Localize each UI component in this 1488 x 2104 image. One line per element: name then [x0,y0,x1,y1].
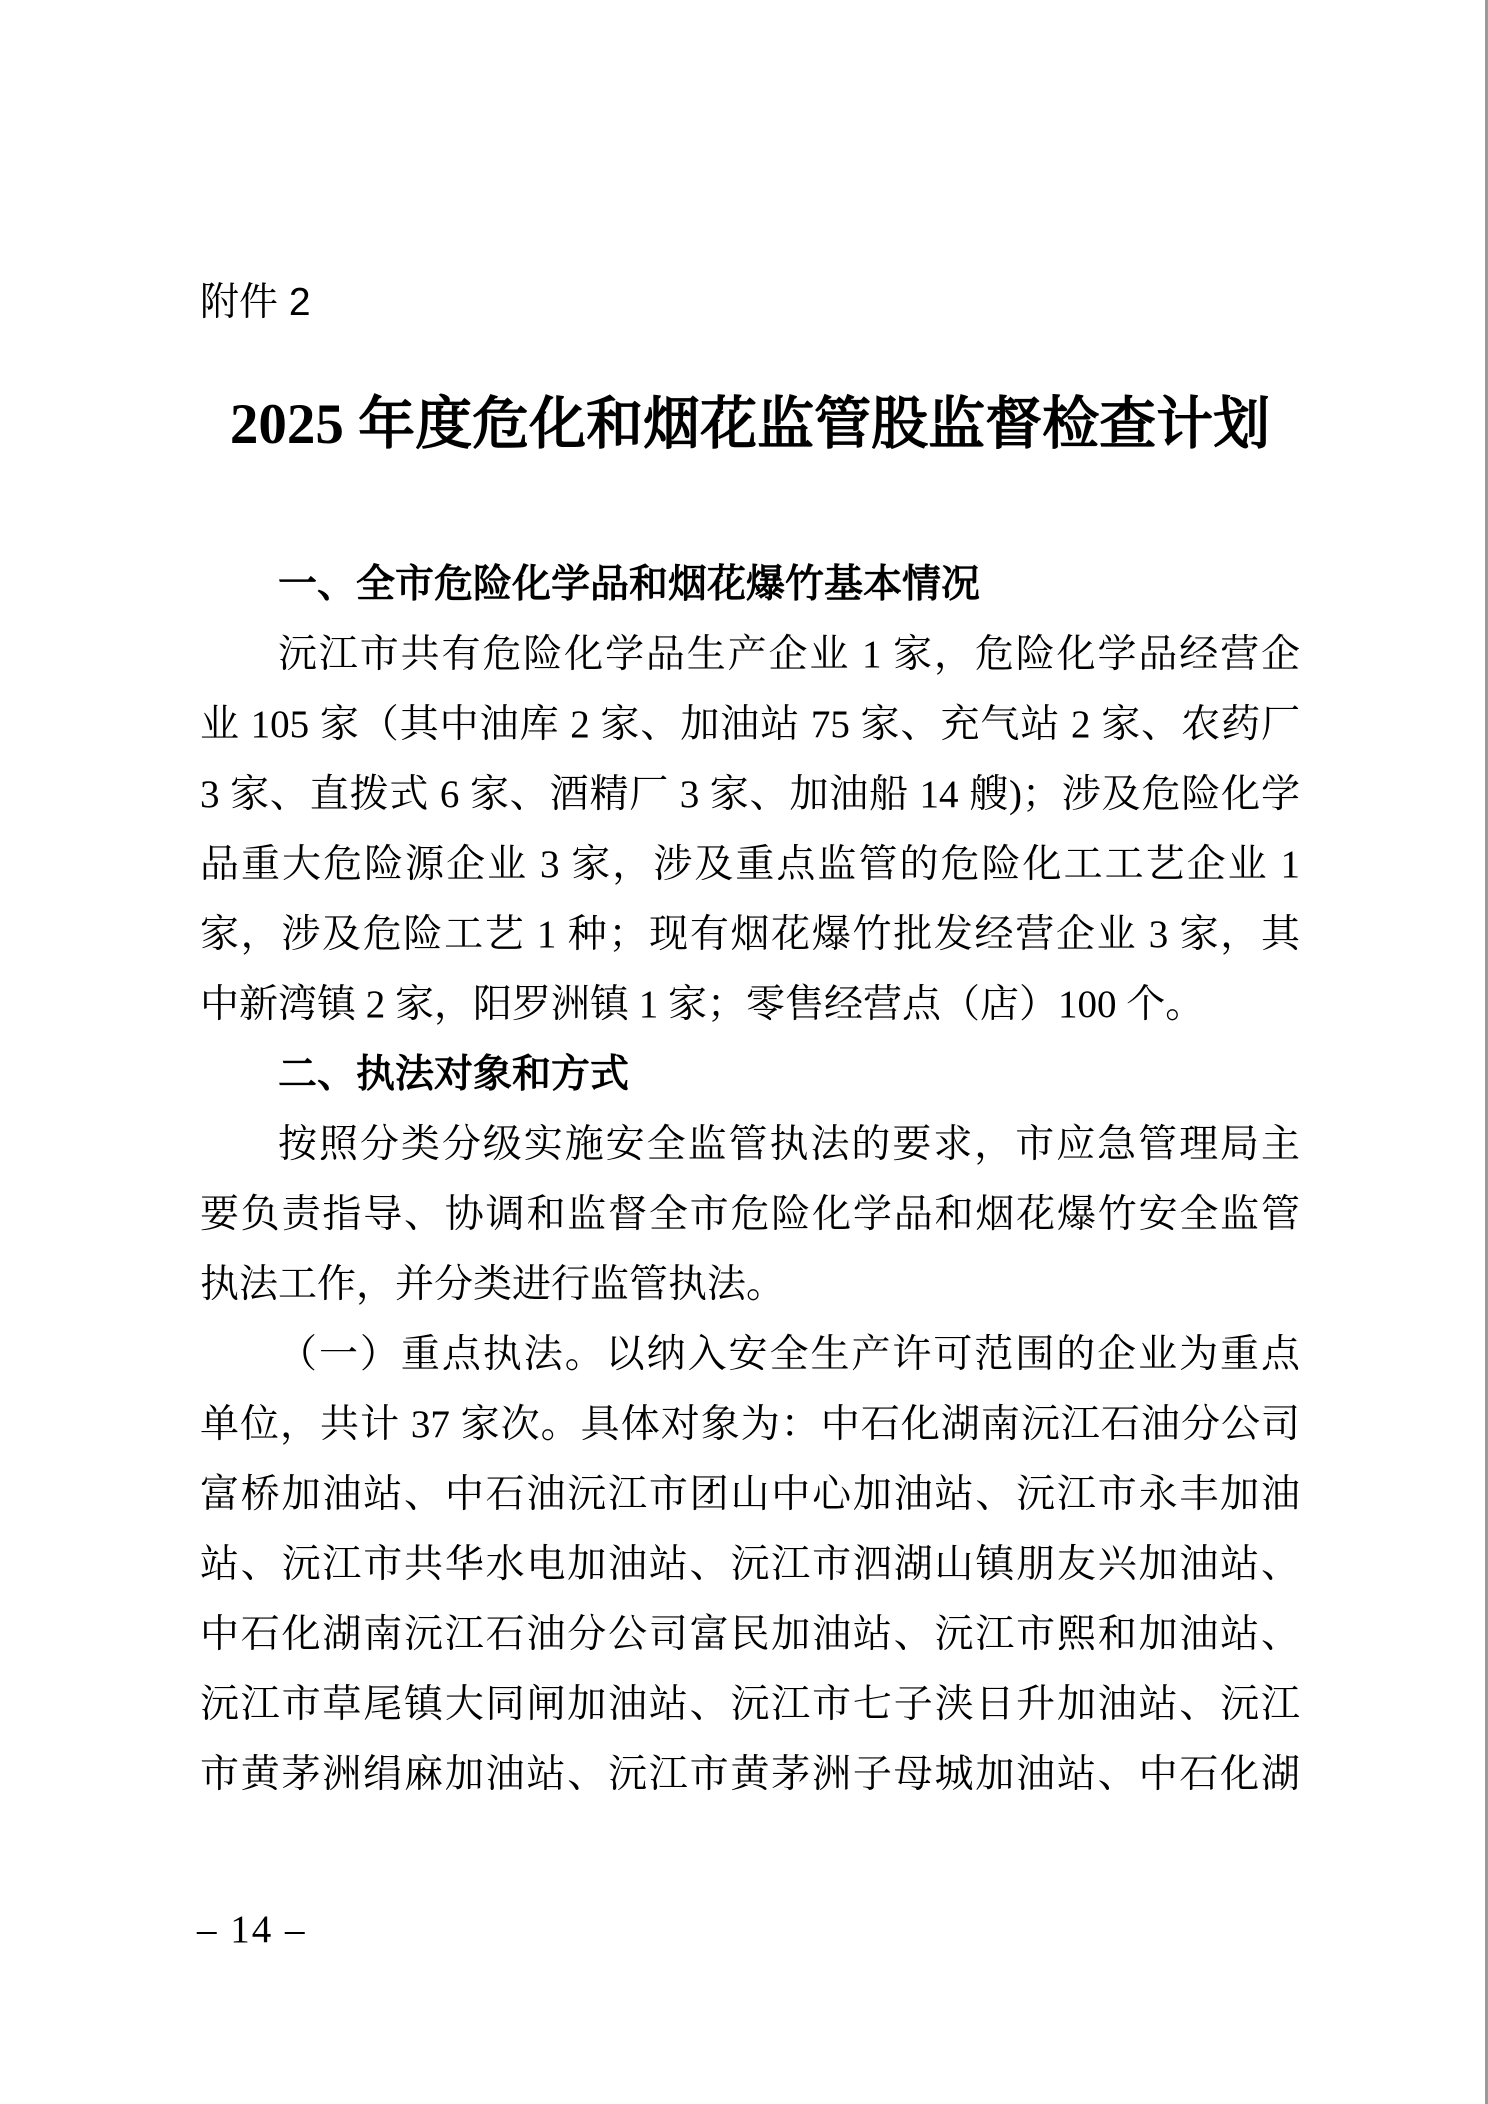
body-line: 中石化湖南沅江石油分公司富民加油站、沅江市熙和加油站、 [200,1613,1300,1656]
spacer [200,467,1300,550]
body-line: 中新湾镇 2 家，阳罗洲镇 1 家；零售经营点（店）100 个。 [200,983,1205,1026]
body-line: 品重大危险源企业 3 家，涉及重点监管的危险化工工艺企业 1 [200,843,1300,886]
body-line: 按照分类分级实施安全监管执法的要求，市应急管理局主 [278,1123,1300,1166]
page-number: – 14 – [197,1908,307,1951]
item-1-first-line-text: 以纳入安全生产许可范围的企业为重点 [605,1333,1300,1376]
section-1-heading: 一、全市危险化学品和烟花爆竹基本情况 [278,563,981,606]
body-line: 沅江市草尾镇大同闸加油站、沅江市七子浃日升加油站、沅江 [200,1683,1300,1726]
body-line: 站、沅江市共华水电加油站、沅江市泗湖山镇朋友兴加油站、 [200,1543,1300,1586]
body-line: 富桥加油站、中石油沅江市团山中心加油站、沅江市永丰加油 [200,1473,1300,1516]
body-line: 执法工作，并分类进行监管执法。 [200,1263,786,1306]
body-line [200,1320,1300,1390]
body-line: 市黄茅洲绢麻加油站、沅江市黄茅洲子母城加油站、中石化湖 [200,1753,1300,1796]
body-line: 沅江市共有危险化学品生产企业 1 家，危险化学品经营企 [278,633,1300,676]
body-line: 家，涉及危险工艺 1 种；现有烟花爆竹批发经营企业 3 家，其 [200,913,1300,956]
document-title: 2025 年度危化和烟花监管股监督检查计划 [229,393,1271,456]
item-1-lead: （一）重点执法。 [278,1333,606,1376]
section-2-heading: 二、执法对象和方式 [278,1053,630,1096]
document-content [200,0,1300,1810]
body-line: 单位，共计 37 家次。具体对象为：中石化湖南沅江石油分公司 [200,1403,1300,1446]
body-line: 业 105 家（其中油库 2 家、加油站 75 家、充气站 2 家、农药厂 [200,703,1300,746]
attachment-label: 附件 2 [200,281,311,324]
body-line: 3 家、直拨式 6 家、酒精厂 3 家、加油船 14 艘)；涉及危险化学 [200,773,1300,816]
body-line: 要负责指导、协调和监督全市危险化学品和烟花爆竹安全监管 [200,1193,1300,1236]
